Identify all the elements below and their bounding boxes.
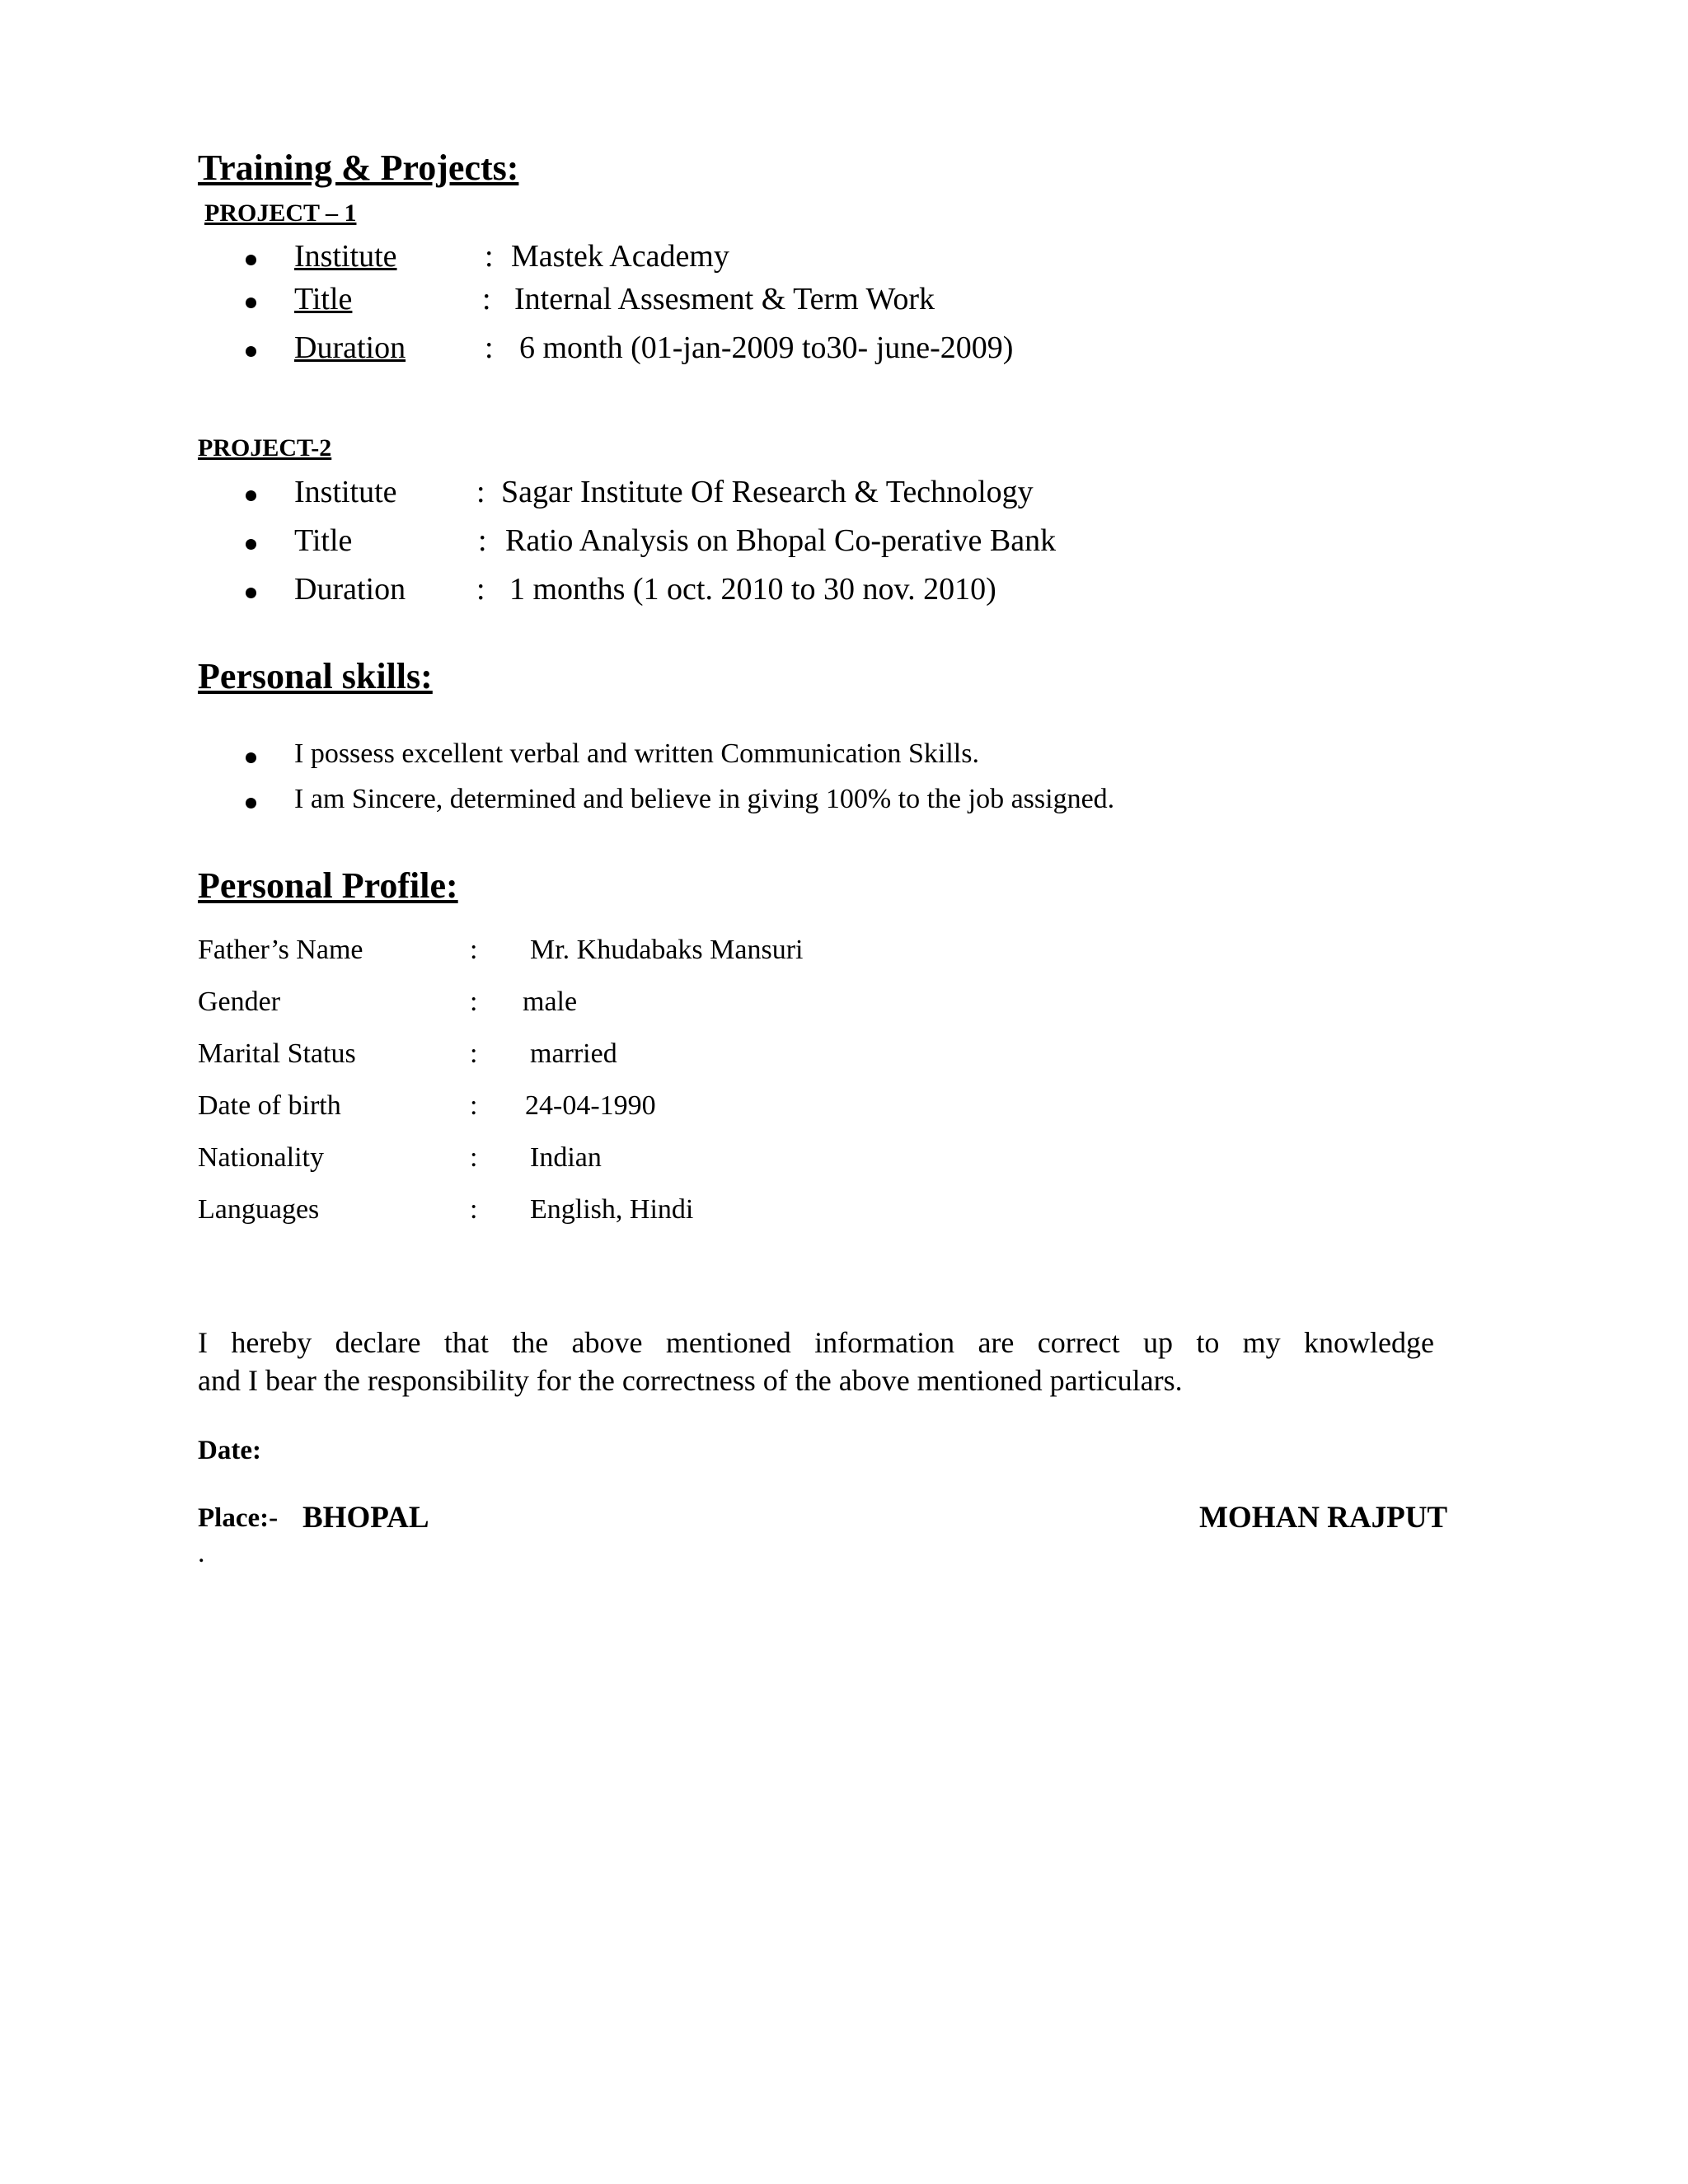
- profile-label-fathers-name: Father’s Name: [198, 935, 363, 965]
- profile-label-gender: Gender: [198, 987, 281, 1017]
- project-1-label: PROJECT – 1: [204, 199, 357, 227]
- project-1-institute-value: Mastek Academy: [511, 239, 729, 274]
- separator: :: [470, 1038, 478, 1069]
- separator: :: [485, 330, 494, 365]
- project-2-duration-label: Duration: [294, 572, 406, 607]
- skill-item: I possess excellent verbal and written Communication Skills.: [294, 738, 979, 769]
- place-value: BHOPAL: [302, 1501, 429, 1535]
- place-label: Place:-: [198, 1503, 279, 1533]
- project-2-duration-value: 1 months (1 oct. 2010 to 30 nov. 2010): [509, 572, 996, 607]
- profile-label-date-of-birth: Date of birth: [198, 1090, 341, 1121]
- profile-value-date-of-birth: 24-04-1990: [525, 1090, 656, 1121]
- project-2-title-value: Ratio Analysis on Bhopal Co-perative Bank: [505, 523, 1057, 558]
- project-1-institute-label: Institute: [294, 239, 397, 274]
- separator: :: [476, 572, 485, 607]
- profile-value-gender: male: [523, 987, 578, 1017]
- project-1-duration-label: Duration: [294, 330, 406, 365]
- profile-label-nationality: Nationality: [198, 1142, 324, 1173]
- training-heading: Training & Projects:: [198, 148, 519, 188]
- bullet-icon: [246, 490, 256, 501]
- bullet-icon: [246, 539, 256, 550]
- separator: :: [470, 1090, 478, 1121]
- bullet-icon: [246, 346, 256, 357]
- profile-value-marital-status: married: [530, 1038, 617, 1069]
- project-1-title-value: Internal Assesment & Term Work: [514, 282, 935, 316]
- bullet-icon: [246, 588, 256, 598]
- profile-label-languages: Languages: [198, 1194, 320, 1225]
- separator: :: [470, 987, 478, 1017]
- bullet-icon: [246, 298, 256, 308]
- declaration-line-1: I hereby declare that the above mentioned information are correct up to my knowledge: [198, 1326, 1434, 1359]
- profile-label-marital-status: Marital Status: [198, 1038, 356, 1069]
- profile-value-languages: English, Hindi: [530, 1194, 694, 1225]
- project-1-title-label: Title: [294, 282, 353, 316]
- separator: :: [470, 1194, 478, 1225]
- separator: :: [470, 935, 478, 965]
- trailing-dot: .: [198, 1538, 205, 1568]
- project-2-institute-label: Institute: [294, 475, 397, 509]
- separator: :: [482, 282, 491, 316]
- separator: :: [478, 523, 487, 558]
- project-2-title-label: Title: [294, 523, 353, 558]
- project-1-duration-value: 6 month (01-jan-2009 to30- june-2009): [519, 330, 1014, 365]
- signature-name: MOHAN RAJPUT: [1199, 1501, 1448, 1535]
- project-2-label: PROJECT-2: [198, 434, 332, 462]
- bullet-icon: [246, 752, 256, 763]
- declaration-line-2: and I bear the responsibility for the correctness of the above mentioned particulars.: [198, 1364, 1183, 1397]
- profile-value-fathers-name: Mr. Khudabaks Mansuri: [530, 935, 804, 965]
- skill-item: I am Sincere, determined and believe in giving 100% to the job assigned.: [294, 784, 1115, 814]
- separator: :: [470, 1142, 478, 1173]
- project-2-institute-value: Sagar Institute Of Research & Technology: [501, 475, 1034, 509]
- profile-heading: Personal Profile:: [198, 865, 458, 906]
- profile-value-nationality: Indian: [530, 1142, 602, 1173]
- bullet-icon: [246, 798, 256, 808]
- bullet-icon: [246, 255, 256, 265]
- separator: :: [476, 475, 485, 509]
- separator: :: [485, 239, 494, 274]
- skills-heading: Personal skills:: [198, 656, 433, 696]
- date-label: Date:: [198, 1436, 261, 1465]
